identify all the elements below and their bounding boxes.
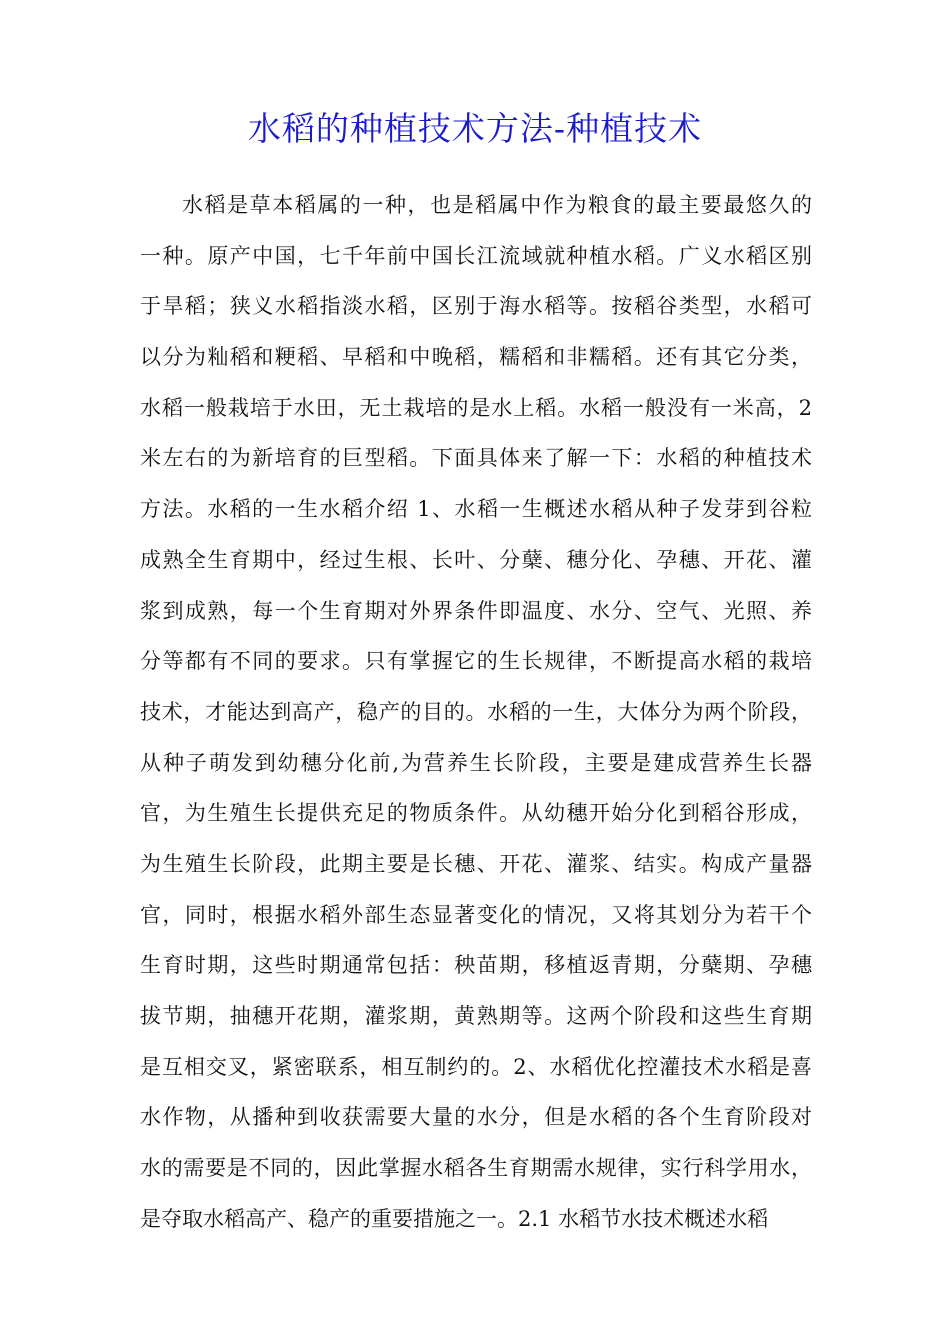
body-line: 水稻是草本稻属的一种，也是稻属中作为粮食的最主要最悠久的 bbox=[182, 193, 812, 217]
body-line: 以分为籼稻和粳稻、早稻和中晚稻，糯稻和非糯稻。还有其它分类， bbox=[140, 345, 812, 370]
body-line: 是夺取水稻高产、稳产的重要措施之一。2.1 水稻节水技术概述水稻 bbox=[140, 1206, 769, 1231]
body-line: 技术，才能达到高产，稳产的目的。水稻的一生，大体分为两个阶段， bbox=[140, 699, 812, 724]
document-body bbox=[140, 180, 812, 1244]
body-line: 官，同时，根据水稻外部生态显著变化的情况，又将其划分为若干个 bbox=[140, 902, 812, 927]
body-line: 于旱稻；狭义水稻指淡水稻，区别于海水稻等。按稻谷类型，水稻可 bbox=[140, 294, 812, 319]
body-line: 水的需要是不同的，因此掌握水稻各生育期需水规律，实行科学用水， bbox=[140, 1156, 812, 1181]
body-line: 是互相交叉，紧密联系，相互制约的。2、水稻优化控灌技术水稻是喜 bbox=[140, 1054, 812, 1079]
body-line: 分等都有不同的要求。只有掌握它的生长规律，不断提高水稻的栽培 bbox=[140, 649, 812, 674]
body-line: 成熟全生育期中，经过生根、长叶、分蘖、穗分化、孕穗、开花、灌 bbox=[140, 547, 812, 572]
body-line: 一种。原产中国，七千年前中国长江流域就种植水稻。广义水稻区别 bbox=[140, 243, 812, 268]
body-line: 拔节期，抽穗开花期，灌浆期，黄熟期等。这两个阶段和这些生育期 bbox=[140, 1004, 812, 1028]
body-line: 从种子萌发到幼穗分化前,为营养生长阶段，主要是建成营养生长器 bbox=[140, 750, 812, 775]
body-line: 官，为生殖生长提供充足的物质条件。从幼穗开始分化到稻谷形成， bbox=[140, 801, 812, 826]
body-line: 米左右的为新培育的巨型稻。下面具体来了解一下：水稻的种植技术 bbox=[140, 446, 812, 471]
body-line: 生育时期，这些时期通常包括：秧苗期，移植返青期，分蘖期、孕穗 bbox=[140, 953, 812, 978]
body-line: 为生殖生长阶段，此期主要是长穗、开花、灌浆、结实。构成产量器 bbox=[140, 851, 812, 876]
body-line: 水作物，从播种到收获需要大量的水分，但是水稻的各个生育阶段对 bbox=[140, 1105, 812, 1130]
body-line: 方法。水稻的一生水稻介绍 1、水稻一生概述水稻从种子发芽到谷粒 bbox=[140, 497, 812, 522]
body-line: 水稻一般栽培于水田，无土栽培的是水上稻。水稻一般没有一米高，2 bbox=[140, 395, 812, 420]
document-title: 水稻的种植技术方法-种植技术 bbox=[247, 109, 703, 148]
body-line: 浆到成熟，每一个生育期对外界条件即温度、水分、空气、光照、养 bbox=[140, 598, 812, 623]
